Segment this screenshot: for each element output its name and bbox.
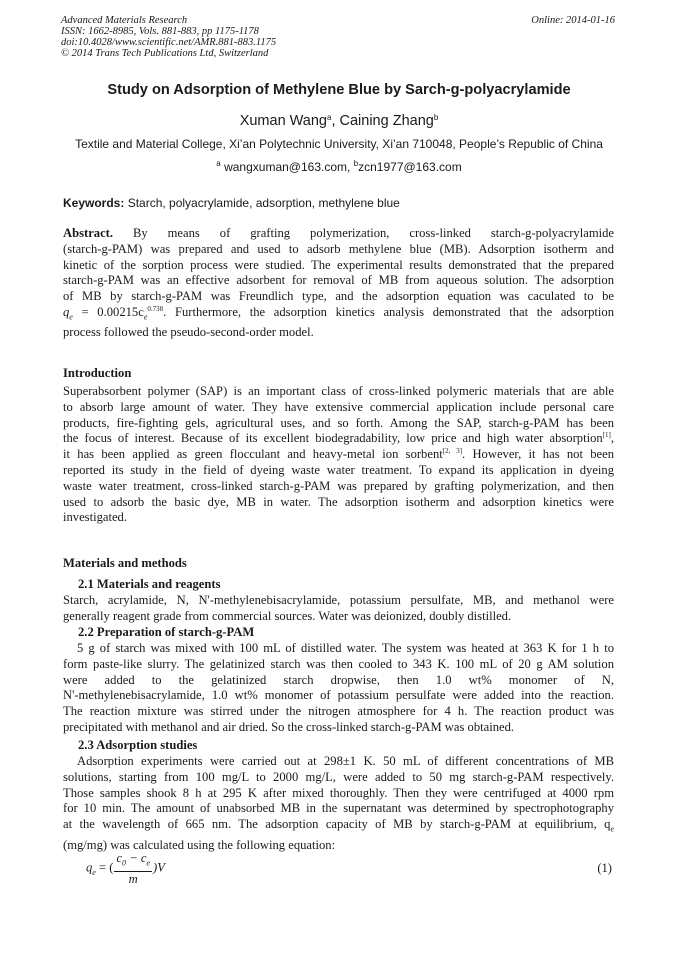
text-line: precipitated with methanol and air dried. So the cross-linked starch-g-PAM was obtained. <box>63 719 515 734</box>
issn-line: ISSN: 1662-8985, Vols. 881-883, pp 1175-1178 <box>61 26 259 37</box>
text-line: for 10 min. The amount of unabsorbed MB in the supernatant was determined by spectrophotography <box>63 801 614 816</box>
email-mark: a <box>216 159 221 168</box>
author-emails <box>0 160 678 174</box>
abstract-line: (starch-g-PAM) was prepared and used to adsorb methylene blue (MB). Adsorption isotherm and <box>63 241 614 256</box>
intro-line: products, fire-fighting gels, agricultural uses, and so forth. Among the SAP, starch-g-PAM has been <box>63 415 614 430</box>
inline-equation: $q_e = 0.00215c_e^{0.738}$ <box>63 304 164 322</box>
paper-title: Study on Adsorption of Methylene Blue by Sarch-g-polyacrylamide <box>107 82 571 98</box>
text-line: generally reagent grade from commercial sources. Water was deionized, doubly distilled. <box>63 608 512 623</box>
text-line: Adsorption experiments were carried out at 298±1 K. 50 mL of different concentrations of MB <box>77 754 614 768</box>
author-affil-mark: b <box>433 113 439 122</box>
adsorption-text <box>63 754 614 853</box>
author-name: Xuman Wang <box>239 113 327 129</box>
keywords <box>63 196 400 210</box>
preparation-text <box>63 641 614 736</box>
section-heading-methods: Materials and methods <box>63 556 187 570</box>
intro-line: investigated. <box>63 510 128 525</box>
intro-line: reported its study in the field of dyeing waste water treatment. To expand its application in dyeing <box>63 462 614 477</box>
text-line: Those samples shook 8 h at 295 K after mixed thoroughly. Then they were centrifuged at 4000 rpm <box>63 785 614 800</box>
subsection-heading: 2.2 Preparation of starch-g-PAM <box>78 625 255 639</box>
author-affil-mark: a <box>327 113 332 122</box>
equation-fraction: $\frac{c_0 - c_e}{m}$ <box>116 851 150 886</box>
intro-line: waste water treatment, cross-linked starch-g-PAM was prepared by grafting polymerization, and then <box>63 478 614 493</box>
copyright-line: © 2014 Trans Tech Publications Ltd, Switzerland <box>61 48 269 59</box>
abstract-line: of MB by starch-g-PAM was Freundlich type, and the adsorption equation was caculated to be <box>63 289 614 304</box>
abstract-line: Abstract. By means of grafting polymerization, cross-linked starch-g-polyacrylamide <box>63 226 614 240</box>
equation-1: $q_e$ = ( $\frac{c_0 - c_e}{m}$ )V <box>86 851 165 886</box>
email-link[interactable]: wangxuman@163.com, <box>220 160 354 174</box>
abstract <box>63 226 614 341</box>
online-date: Online: 2014-01-16 <box>531 15 615 26</box>
text-line: 5 g of starch was mixed with 100 mL of distilled water. The system was heated at 363 K for 1 h to <box>77 641 614 655</box>
intro-line: used to adsorb the basic dye, MB in water. The adsorption isotherm and adsorption kinetics were <box>63 494 614 509</box>
intro-line: the focus of interest. Because of its excellent biodegradability, low price and high water absorption[1], <box>63 431 614 446</box>
text-line: N'-methylenebisacrylamide, 1.0 wt% monomer of potassium persulfate were added into the reaction. <box>63 688 614 703</box>
text-line: were added to the gelatinized starch dropwise, then 1.0 wt% monomer of N, <box>63 672 614 687</box>
doi-line[interactable]: doi:10.4028/www.scientific.net/AMR.881-883.1175 <box>61 37 277 48</box>
subsection-heading: 2.1 Materials and reagents <box>78 577 221 591</box>
intro-line: it has been applied as green flocculant and heavy-metal ion sorbent[2, 3]. However, it has not been <box>63 447 615 462</box>
journal-name: Advanced Materials Research <box>61 15 188 26</box>
author-name: Caining Zhang <box>339 113 434 129</box>
citation[interactable]: [2, 3] <box>442 447 463 456</box>
text-line: form paste-like slurry. The gelatinized starch was then cooled to 343 K. 100 mL of 20 g AM solution <box>63 656 614 671</box>
abstract-label: Abstract. <box>63 226 114 240</box>
subsection-heading: 2.3 Adsorption studies <box>78 738 198 752</box>
text-line: Starch, acrylamide, N, N'-methylenebisacrylamide, potassium persulfate, MB, and methanol were <box>63 593 614 607</box>
affiliation: Textile and Material College, Xi’an Polytechnic University, Xi’an 710048, People’s Republic of China <box>75 137 603 151</box>
section-heading-introduction: Introduction <box>63 366 132 380</box>
text-line: at the wavelength of 665 nm. The adsorption capacity of MB by starch-g-PAM at equilibrium, $q_e$ <box>63 817 614 834</box>
keywords-label: Keywords: <box>63 196 125 210</box>
email-mark: b <box>353 159 359 168</box>
author-separator: , <box>331 113 340 129</box>
introduction-text <box>63 384 614 526</box>
abstract-line: kinetic of the sorption process were studied. The experimental results demonstrated that the prepared <box>63 257 614 272</box>
equation-number: (1) <box>597 861 612 875</box>
abstract-line: starch-g-PAM was an effective adsorbent for removal of MB from aqueous solution. The adsorption <box>63 273 614 288</box>
keywords-text: Starch, polyacrylamide, adsorption, methylene blue <box>124 196 400 210</box>
author-list <box>0 113 678 129</box>
citation[interactable]: [1] <box>602 431 611 440</box>
materials-text <box>63 593 614 625</box>
abstract-line: process followed the pseudo-second-order model. <box>63 325 314 340</box>
text-line: (mg/mg) was calculated using the following equation: <box>63 837 336 852</box>
text-line: The reaction mixture was stirred under the nitrogen atmosphere for 4 h. The reaction product was <box>63 704 614 719</box>
abstract-line: $q_e = 0.00215c_e^{0.738}$. Furthermore, the adsorption kinetics analysis demonstrated that the adsorption <box>63 304 614 322</box>
intro-line: Superabsorbent polymer (SAP) is an important class of cross-linked polymeric materials that are able <box>63 384 614 398</box>
intro-line: to absorb large amount of water. They have extensive commercial application include personal care <box>63 399 614 414</box>
email-link[interactable]: zcn1977@163.com <box>358 160 462 174</box>
text-line: solutions, starting from 100 mg/L to 2000 mg/L, were added to 50 mg starch-g-PAM respectively. <box>63 769 614 784</box>
